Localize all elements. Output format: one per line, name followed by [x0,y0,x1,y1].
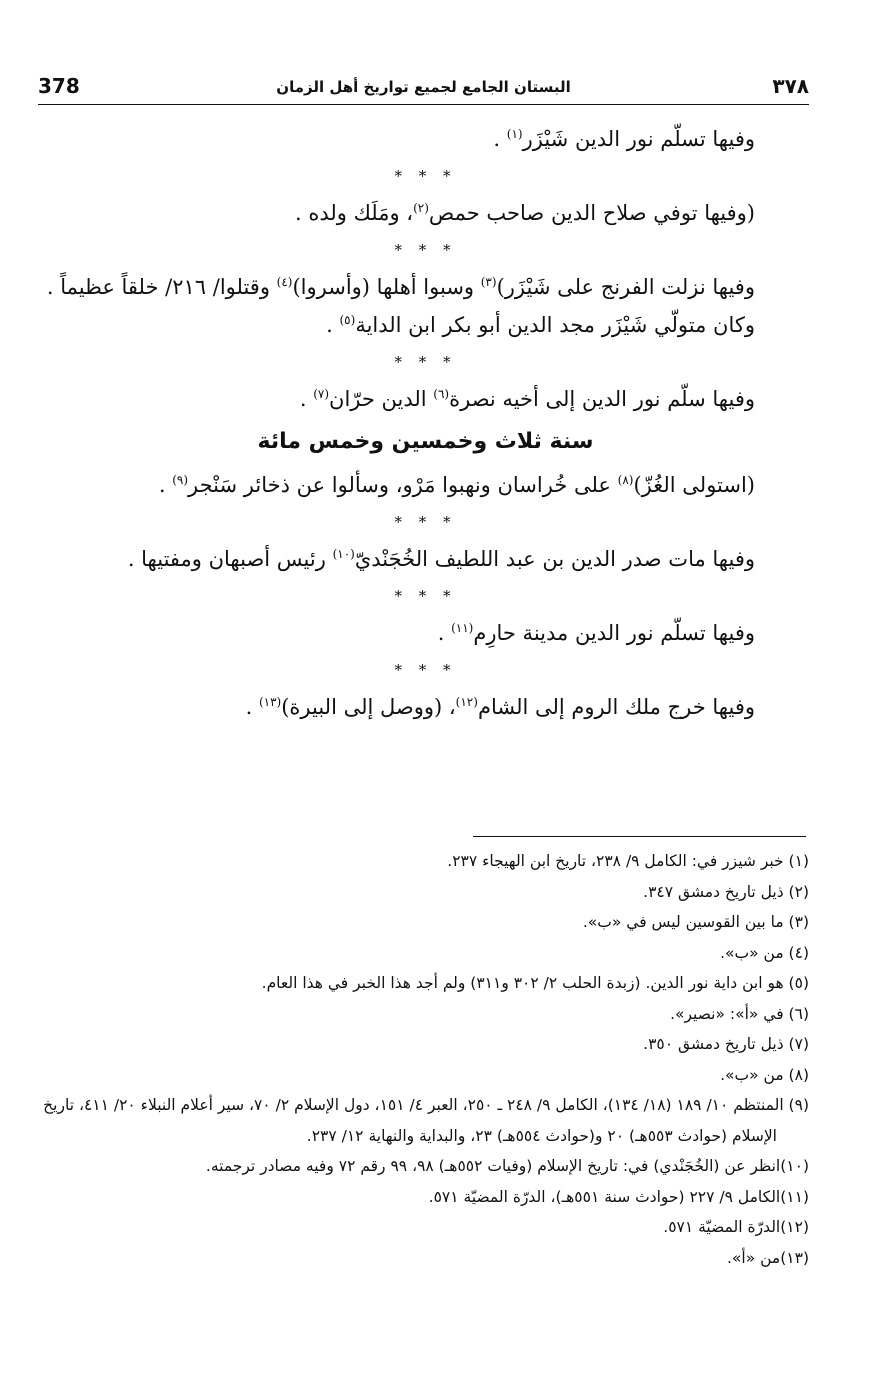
running-title: البستان الجامع لجميع تواريخ أهل الزمان [276,78,571,96]
section-separator: * * * [394,661,457,679]
page-number-latin: 378 [38,74,80,98]
section-separator: * * * [394,353,457,371]
footnote-divider [473,836,806,837]
footnote-ref: (٥) [339,313,356,327]
footnote-ref: (١١) [451,621,474,635]
footnote-ref: (٨) [617,473,634,487]
footnote: (٢) ذيل تاريخ دمشق ٣٤٧. [643,882,809,901]
page-number-arabic: ٣٧٨ [772,74,809,98]
paragraph-text: وقتلوا/ ٢١٦/ خلقاً عظيماً . [46,275,277,299]
body-paragraph [40,306,811,344]
footnote-ref: (٦) [433,387,450,401]
footnote: (١) خبر شيزر في: الكامل ٩/ ٢٣٨، تاريخ ابن الهيجاء ٢٣٧. [447,852,809,870]
footnote-ref: (١٠) [332,547,355,561]
paragraph-text: . [245,695,259,719]
footnote-ref: (١٣) [258,695,282,709]
year-heading: سنة ثلاث وخمسين وخمس مائة [257,429,594,454]
footnote-ref: (١) [506,127,523,141]
footnote: (٨) من «ب». [720,1065,809,1084]
body-paragraph [40,540,811,578]
paragraph-text: . [158,473,173,497]
footnote: (١٣)من «أ». [727,1248,809,1267]
footnote-ref: (٧) [313,387,330,401]
paragraph-text: ، ومَلَك ولده . [294,201,414,225]
body-paragraph [40,120,811,158]
main-text [40,120,811,726]
footnote: (٩) المنتظم ١٠/ ١٨٩ (١٨/ ١٣٤)، الكامل ٩/ ٢٤٨ ـ ٢٥٠، العبر ٤/ ١٥١، دول الإسلام ٢/ ٧٠، سير أعلام النبلاء ٢٠/ ٤١١، تاريخ الإسلام (حوادث ٥٥٣هـ) ٢٠ و(حوادث ٥٥٤هـ) ٢٣، والبداية والنهاية ١٢/ ٢٣٧. [43,1096,809,1145]
paragraph-text: (استولى الغُزّ) [633,473,755,497]
paragraph-text: الدين حرّان [329,387,434,411]
paragraph-text: وفيها مات صدر الدين بن عبد اللطيف الخُجَنْديّ [354,547,755,571]
footnote-ref: (٣) [480,275,497,289]
footnote-ref: (١٢) [455,695,478,709]
footnote: (١٠)انظر عن (الخُجَنْدي) في: تاريخ الإسلام (وفيات ٥٥٢هـ) ٩٨، ٩٩ رقم ٧٢ وفيه مصادر ترجمته. [205,1157,809,1175]
paragraph-text: . [299,387,314,411]
body-paragraph [40,688,811,726]
section-separator: * * * [394,587,457,605]
section-separator: * * * [394,513,457,531]
body-paragraph [40,466,811,504]
paragraph-text: وفيها نزلت الفرنج على شَيْزَر) [496,275,755,299]
body-paragraph [40,194,811,232]
footnote-ref: (٢) [413,201,429,215]
section-separator: * * * [394,241,457,259]
footnote: (٥) هو ابن داية نور الدين. (زبدة الحلب ٢/ ٣٠٢ و٣١١) ولم أجد هذا الخبر في هذا العام. [261,974,809,992]
paragraph-text: على خُراسان ونهبوا مَرْو، وسألوا عن ذخائر سَنْجر [188,473,618,497]
paragraph-text: وسبوا أهلها (وأسروا) [292,275,481,299]
paragraph-text: . [437,621,452,645]
paragraph-text: (وفيها توفي صلاح الدين صاحب حمص [428,201,755,225]
body-paragraph [40,268,811,306]
section-separator: * * * [394,167,457,185]
paragraph-text: رئيس أصبهان ومفتيها . [127,547,333,571]
body-paragraph [40,380,811,418]
paragraph-text: . [326,313,340,337]
paragraph-text: . [493,127,507,151]
footnotes [40,846,809,1273]
footnote: (٦) في «أ»: «نصير». [670,1004,809,1023]
footnote-ref: (٩) [172,473,189,487]
paragraph-text: وفيها تسلّم نور الدين مدينة حارِم [473,621,755,645]
paragraph-text: وفيها تسلّم نور الدين شَيْزَر [522,127,755,151]
footnote: (٧) ذيل تاريخ دمشق ٣٥٠. [643,1035,809,1053]
footnote: (٣) ما بين القوسين ليس في «ب». [582,913,809,931]
footnote-ref: (٤) [276,275,293,289]
paragraph-text: ، (ووصل إلى البيرة) [281,695,456,719]
body-paragraph [40,614,811,652]
paragraph-text: وفيها سلّم نور الدين إلى أخيه نصرة [449,387,755,411]
paragraph-text: وفيها خرج ملك الروم إلى الشام [477,695,755,719]
footnote: (٤) من «ب». [720,943,809,962]
footnote: (١٢)الدرّة المضيّة ٥٧١. [663,1218,809,1236]
page-header [38,74,809,105]
footnote: (١١)الكامل ٩/ ٢٢٧ (حوادث سنة ٥٥١هـ)، الدرّة المضيّة ٥٧١. [428,1187,809,1206]
paragraph-text: وكان متولّي شَيْزَر مجد الدين أبو بكر ابن الداية [355,313,755,337]
